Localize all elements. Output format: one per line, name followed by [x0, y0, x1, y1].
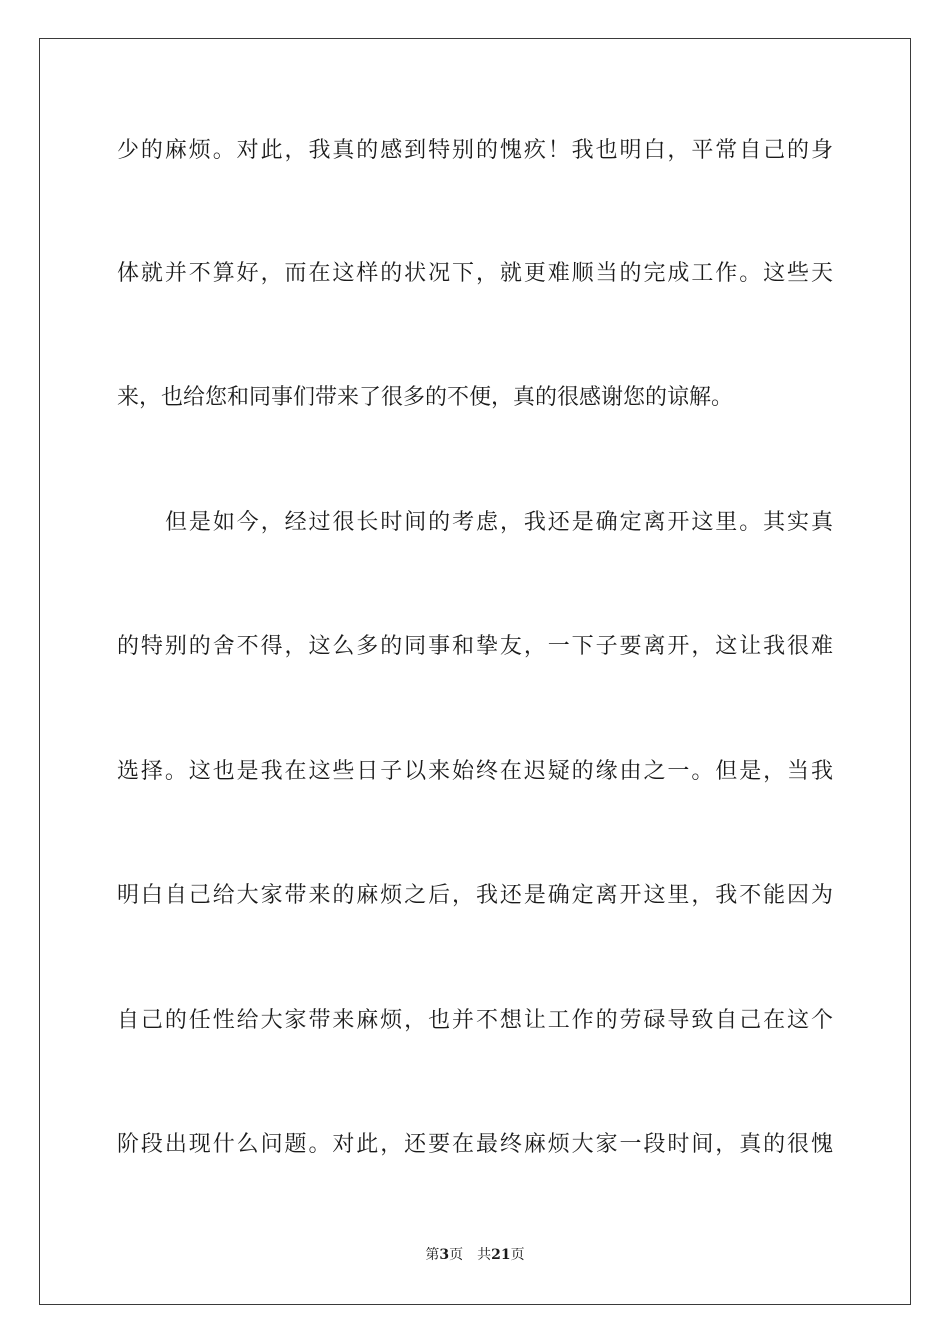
body-line-7: 明白自己给大家带来的麻烦之后，我还是确定离开这里，我不能因为 — [117, 883, 833, 908]
body-line-5: 的特别的舍不得，这么多的同事和挚友，一下子要离开，这让我很难 — [117, 634, 833, 659]
total-suffix: 页 — [510, 1247, 525, 1263]
page-suffix: 页 — [449, 1247, 464, 1263]
page-prefix: 第 — [425, 1247, 440, 1263]
body-line-9: 阶段出现什么问题。对此，还要在最终麻烦大家一段时间，真的很愧 — [117, 1132, 833, 1157]
body-line-4: 但是如今，经过很长时间的考虑，我还是确定离开这里。其实真 — [165, 510, 833, 535]
body-line-6: 选择。这也是我在这些日子以来始终在迟疑的缘由之一。但是，当我 — [117, 759, 833, 784]
body-line-8: 自己的任性给大家带来麻烦，也并不想让工作的劳碌导致自己在这个 — [117, 1008, 833, 1033]
page-border — [39, 38, 911, 1305]
total-prefix: 共 — [477, 1247, 492, 1263]
body-line-1: 少的麻烦。对此，我真的感到特别的愧疚！我也明白，平常自己的身 — [117, 138, 833, 163]
body-line-2: 体就并不算好，而在这样的状况下，就更难顺当的完成工作。这些天 — [117, 261, 833, 286]
total-pages: 21 — [491, 1247, 511, 1263]
page-footer — [0, 1245, 950, 1265]
page-number: 3 — [439, 1247, 450, 1263]
body-line-3: 来，也给您和同事们带来了很多的不便，真的很感谢您的谅解。 — [117, 385, 734, 410]
